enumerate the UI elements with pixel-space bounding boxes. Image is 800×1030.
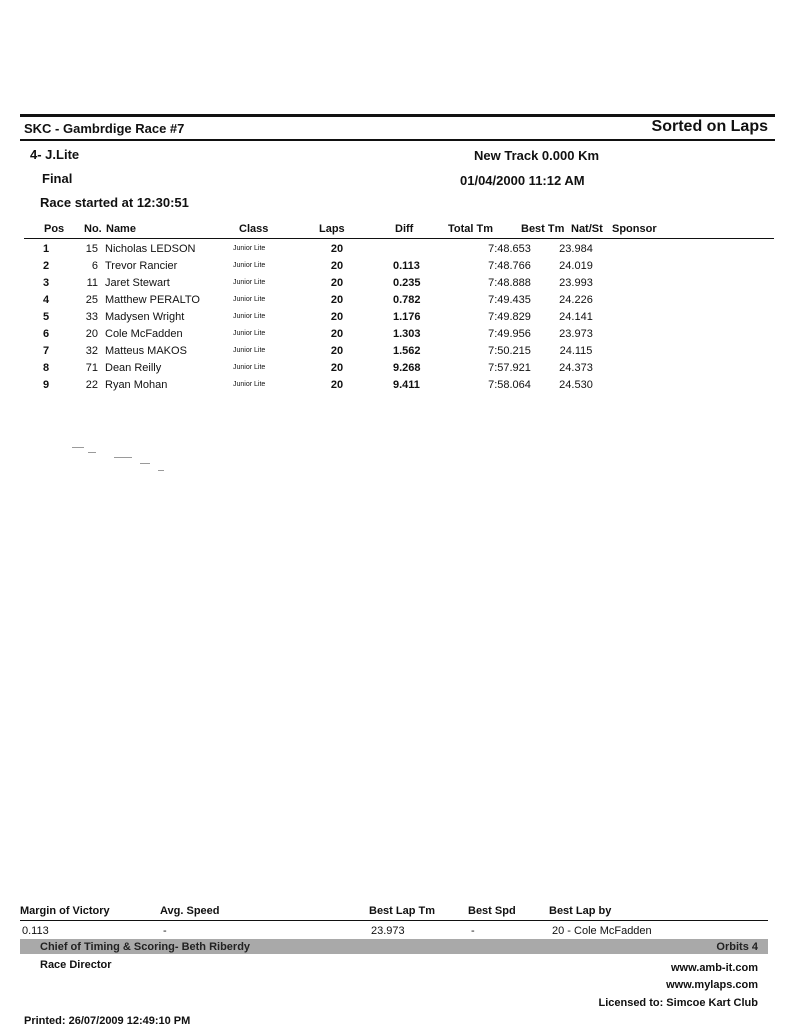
table-row [24,274,606,291]
table-row [24,291,606,308]
row-position: 7 [42,344,50,357]
row-laps: 20 [330,259,344,272]
margin-label: Margin of Victory [20,905,110,917]
row-number: 20 [85,327,98,340]
row-class: Junior Lite [233,245,266,252]
row-position: 8 [42,361,50,374]
row-diff [367,240,473,257]
row-diff: 1.562 [393,344,421,357]
row-number: 11 [86,276,98,289]
avg-speed-label: Avg. Speed [160,905,220,917]
footer-rule [20,920,768,921]
row-diff: 1.176 [393,310,421,323]
row-total-time: 7:50.215 [488,344,531,357]
scan-speck [72,447,84,448]
scan-speck [140,463,150,464]
row-driver-name: Jaret Stewart [105,276,170,289]
table-row [24,257,606,274]
column-header-rule [24,238,774,239]
row-total-time: 7:58.064 [488,378,531,391]
orbits-version: Orbits 4 [716,941,758,953]
avg-speed-value: - [163,925,167,937]
row-number: 71 [85,361,98,374]
row-diff: 0.782 [393,293,421,306]
row-laps: 20 [330,242,344,255]
table-row [24,308,606,325]
scan-speck [158,470,164,471]
header-bottom-rule [20,139,775,141]
session-name: Final [42,171,73,186]
race-started: Race started at 12:30:51 [40,195,189,210]
row-driver-name: Cole McFadden [105,327,183,340]
row-total-time: 7:49.829 [488,310,531,323]
row-total-time: 7:49.435 [488,293,531,306]
row-number: 6 [91,259,98,272]
row-total-time: 7:48.653 [488,242,531,255]
margin-value: 0.113 [22,925,49,937]
col-laps: Laps [319,223,345,235]
row-number: 32 [85,344,98,357]
row-diff: 9.268 [393,361,421,374]
row-total-time: 7:48.888 [488,276,531,289]
url-amb: www.amb-it.com [671,962,758,974]
col-pos: Pos [44,223,65,235]
row-laps: 20 [330,276,344,289]
row-driver-name: Ryan Mohan [105,378,168,391]
scan-speck [114,457,132,458]
table-row [24,342,606,359]
race-title: SKC - Gambrdige Race #7 [24,121,185,136]
col-sponsor: Sponsor [612,223,657,235]
row-diff: 0.235 [393,276,421,289]
results-table [24,240,606,393]
best-lap-tm-label: Best Lap Tm [369,905,436,917]
row-laps: 20 [330,344,344,357]
row-laps: 20 [330,378,344,391]
printed-timestamp: Printed: 26/07/2009 12:49:10 PM [24,1015,191,1027]
row-class: Junior Lite [233,279,266,286]
scan-speck [88,452,96,453]
row-total-time: 7:48.766 [488,259,531,272]
track-info: New Track 0.000 Km [474,148,600,163]
row-class: Junior Lite [233,347,266,354]
report-datetime: 01/04/2000 11:12 AM [460,173,585,188]
row-diff: 1.303 [393,327,421,340]
row-position: 4 [42,293,50,306]
row-position: 6 [42,327,50,340]
table-row [24,325,606,342]
row-best-time: 24.226 [559,293,593,306]
licensed-to: Licensed to: Simcoe Kart Club [598,997,758,1009]
chief-of-timing: Chief of Timing & Scoring- Beth Riberdy [40,941,251,953]
row-driver-name: Nicholas LEDSON [105,242,196,255]
row-class: Junior Lite [233,381,266,388]
row-position: 1 [42,242,50,255]
row-driver-name: Dean Reilly [105,361,162,374]
row-best-time: 23.993 [559,276,593,289]
row-class: Junior Lite [233,330,266,337]
best-lap-tm-value: 23.973 [371,925,405,937]
row-position: 3 [42,276,50,289]
row-driver-name: Matthew PERALTO [105,293,200,306]
col-no: No. [84,223,102,235]
table-row [24,240,606,257]
best-lap-by-label: Best Lap by [549,905,612,917]
row-diff: 0.113 [393,259,420,272]
table-row [24,359,606,376]
row-laps: 20 [330,310,344,323]
row-driver-name: Matteus MAKOS [105,344,187,357]
results-body [24,240,606,393]
best-lap-by-value: 20 - Cole McFadden [552,925,652,937]
row-best-time: 24.115 [559,344,593,357]
row-best-time: 24.141 [559,310,593,323]
race-director: Race Director [40,959,112,971]
row-number: 15 [85,242,98,255]
col-total: Total Tm [448,223,494,235]
row-number: 33 [85,310,98,323]
row-total-time: 7:49.956 [488,327,531,340]
best-spd-value: - [471,925,475,937]
col-class: Class [239,223,269,235]
col-natst: Nat/St [571,223,603,235]
row-laps: 20 [330,327,344,340]
row-best-time: 24.019 [559,259,593,272]
row-best-time: 23.984 [559,242,593,255]
class-name: 4- J.Lite [30,147,80,162]
row-number: 25 [85,293,98,306]
row-class: Junior Lite [233,262,266,269]
sorted-label: Sorted on Laps [651,118,768,135]
row-total-time: 7:57.921 [488,361,531,374]
row-best-time: 23.973 [559,327,593,340]
url-mylaps: www.mylaps.com [666,979,758,991]
row-diff: 9.411 [393,378,420,391]
row-best-time: 24.373 [559,361,593,374]
row-class: Junior Lite [233,313,266,320]
col-diff: Diff [395,223,414,235]
table-row [24,376,606,393]
row-driver-name: Trevor Rancier [105,259,178,272]
header-top-rule [20,114,775,117]
row-position: 9 [42,378,50,391]
row-position: 5 [42,310,50,323]
row-best-time: 24.530 [559,378,593,391]
col-name: Name [106,223,136,235]
row-number: 22 [85,378,98,391]
col-best: Best Tm [521,223,565,235]
row-class: Junior Lite [233,296,266,303]
best-spd-label: Best Spd [468,905,516,917]
row-laps: 20 [330,361,344,374]
row-class: Junior Lite [233,364,266,371]
row-position: 2 [42,259,50,272]
row-driver-name: Madysen Wright [105,310,185,323]
row-laps: 20 [330,293,344,306]
